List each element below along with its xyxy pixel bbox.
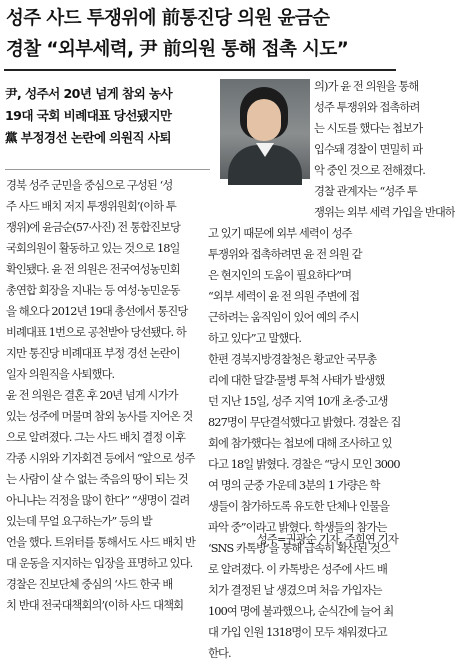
body-text-line: 는 시도를 했다는 첩보가 <box>314 122 423 135</box>
body-text-line: 로 알려졌다. 이 카톡방은 성주에 사드 배 <box>208 563 388 576</box>
body-text-line: 던 지난 15일, 성주 지역 10개 초·중·고생 <box>208 395 388 408</box>
body-text-line: ‘SNS 카톡방’을 통해 급속히 확산된 것으 <box>208 542 390 555</box>
body-text-line: 827명이 무단결석했다고 밝혔다. 경찰은 집 <box>208 416 401 429</box>
body-text-line: 성주 투쟁위와 접촉하려 <box>314 101 420 114</box>
headline-line-1: 성주 사드 투쟁위에 前통진당 의원 윤금순 <box>6 8 330 29</box>
body-text-line: 다고 18일 밝혔다. 경찰은 “당시 모인 3000 <box>208 458 400 471</box>
body-text-line: 언을 했다. 트위터를 통해서도 사드 배치 반 <box>6 536 196 549</box>
headline-line-2: 경찰 “외부세력, 尹 前의원 통해 접촉 시도” <box>6 39 349 60</box>
body-text-line: 경찰은 진보단체 중심의 ‘사드 한국 배 <box>6 578 173 591</box>
body-text-line: 윤 전 의원은 결혼 후 20년 넘게 시가가 <box>6 389 178 402</box>
body-text-line: 투쟁위와 접촉하려면 윤 전 의원 같 <box>208 248 362 261</box>
body-text-line: 을 해오다 2012년 19대 총선에서 통진당 <box>6 305 188 318</box>
body-text-line: 회에 참가했다는 첩보에 대해 조사하고 있 <box>208 437 392 450</box>
body-text-line: 쟁위)에 윤금순(57·사진) 전 통합진보당 <box>6 221 181 234</box>
body-text-line: 비례대표 1번으로 공천받아 당선됐다. 하 <box>6 326 186 339</box>
body-text-line: 대 가입 인원 1318명이 모두 채워졌다고 <box>208 626 387 639</box>
body-text-line: 일자 의원직을 사퇴했다. <box>6 368 115 381</box>
headline <box>6 3 398 65</box>
subheadline-line-1: 尹, 성주서 20년 넘게 참외 농사 <box>5 86 173 101</box>
body-text-line: 확인됐다. 윤 전 의원은 전국여성농민회 <box>6 263 180 276</box>
body-text-line: 한다. <box>208 647 231 660</box>
body-text-line: 있는데 무얼 요구하는가” 등의 발 <box>6 515 152 528</box>
body-text-line: 여 명의 군중 가운데 3분의 1 가량은 학 <box>208 479 380 492</box>
body-text-line: 으로 알려졌다. 그는 사드 배치 결정 이후 <box>6 431 186 444</box>
body-text-line: 각종 시위와 기자회견 등에서 “앞으로 성주 <box>6 452 195 465</box>
article-body-left-column <box>6 175 203 616</box>
subheadline-line-2: 19대 국회 비례대표 당선됐지만 <box>5 108 172 123</box>
body-text-line: 치가 결정된 날 생겼으며 처음 가입자는 <box>208 584 382 597</box>
article-body-right-column <box>208 76 455 664</box>
subheadline <box>5 83 210 149</box>
body-text-line: 있는 성주에 머물며 참외 농사를 지어온 것 <box>6 410 193 423</box>
body-text-line: 입수돼 경찰이 면밀히 파 <box>314 143 423 156</box>
body-text-line: 악 중인 것으로 전해졌다. <box>314 164 425 177</box>
body-text-line: 대 운동을 지지하는 입장을 표명하고 있다. <box>6 557 193 570</box>
body-text-line: 아니냐는 걱정을 많이 한다” “생명이 걸려 <box>6 494 190 507</box>
body-text-line: “외부 세력이 윤 전 의원 주변에 접 <box>208 290 360 303</box>
byline: 성주=권광순 기자, 주희연 기자 <box>256 533 398 546</box>
body-text-line: 쟁위는 외부 세력 가입을 반대하 <box>314 206 455 219</box>
subheadline-divider <box>5 169 210 170</box>
body-text-line: 총연합 회장을 지내는 등 여성·농민운동 <box>6 284 180 297</box>
body-text-line: 국회의원이 활동하고 있는 것으로 18일 <box>6 242 180 255</box>
body-text-line: 는 사람이 살 수 없는 죽음의 땅이 되는 것 <box>6 473 188 486</box>
body-text-line: 경찰 관계자는 “성주 투 <box>314 185 418 198</box>
body-text-line: 생들이 참가하도록 유도한 단체나 인물을 <box>208 500 389 513</box>
body-text-line: 근하려는 움직임이 있어 예의 주시 <box>208 311 359 324</box>
body-text-line: 의)가 윤 전 의원을 통해 <box>314 80 419 93</box>
body-text-line: 치 반대 전국대책회의’(이하 사드 대책회 <box>6 599 184 612</box>
headline-divider <box>4 69 396 71</box>
subheadline-line-3: 黨 부정경선 논란에 의원직 사퇴 <box>5 130 171 145</box>
body-text-line: 100여 명에 불과했으나, 순식간에 늘어 최 <box>208 605 394 618</box>
body-text-line: 한편 경북지방경찰청은 황교안 국무총 <box>208 353 377 366</box>
body-text-line: 경북 성주 군민을 중심으로 구성된 ‘성 <box>6 179 173 192</box>
body-text-line: 파악 중”이라고 밝혔다. 학생들의 참가는 <box>208 521 387 534</box>
body-text-line: 리에 대한 달걀·물병 투척 사태가 발생했 <box>208 374 385 387</box>
body-text-line: 하고 있다”고 말했다. <box>208 332 302 345</box>
body-text-line: 은 현지인의 도움이 필요하다”며 <box>208 269 352 282</box>
body-text-line: 지만 통진당 비례대표 부정 경선 논란이 <box>6 347 180 360</box>
body-text-line: 고 있기 때문에 외부 세력이 성주 <box>208 227 352 240</box>
body-text-line: 주 사드 배치 저지 투쟁위원회’(이하 투 <box>6 200 176 213</box>
